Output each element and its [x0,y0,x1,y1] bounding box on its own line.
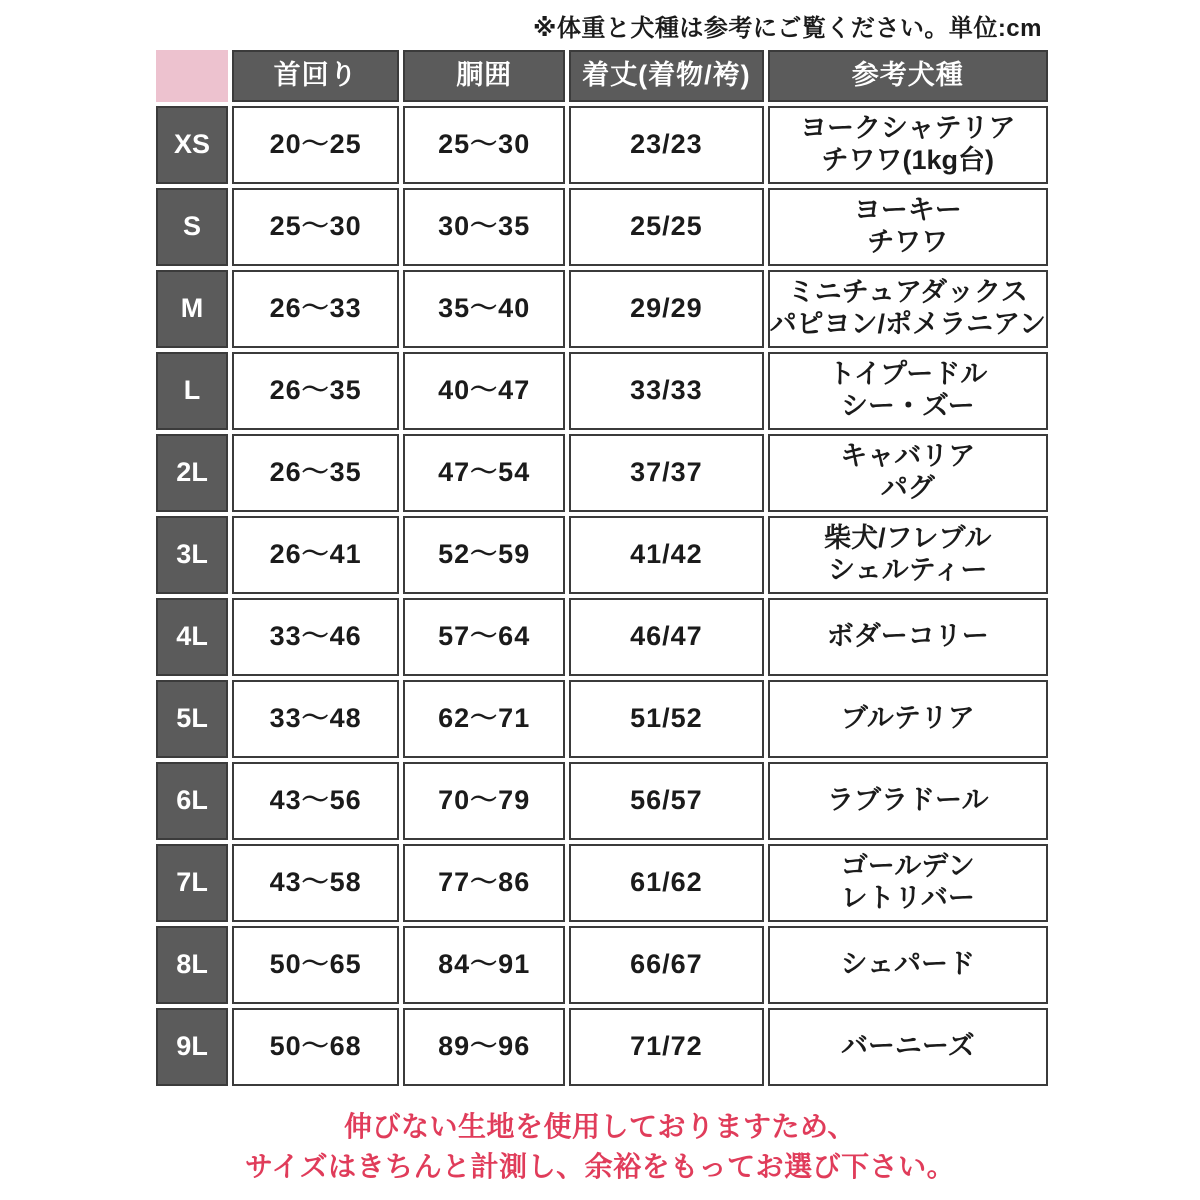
corner-cell [156,50,228,102]
cell-neck: 26〜35 [232,352,399,430]
breed-line: レトリバー [840,883,975,913]
breed-line: ヨーキー [853,195,962,226]
cell-length: 51/52 [569,680,763,758]
size-label: L [156,352,228,430]
table-row [156,680,1048,758]
cell-breed [768,352,1048,430]
cell-breed [768,926,1048,1004]
cell-breed [768,106,1048,184]
cell-chest: 62〜71 [403,680,565,758]
cell-length: 71/72 [569,1008,763,1086]
cell-breed [768,516,1048,594]
cell-chest: 25〜30 [403,106,565,184]
breed-line: ラブラドール [827,785,989,816]
breed-line: ボダーコリー [826,621,989,652]
breed-line: バーニーズ [840,1031,975,1062]
cell-breed [768,1008,1048,1086]
cell-breed [768,270,1048,348]
cell-breed [768,680,1048,758]
cell-chest: 57〜64 [403,598,565,676]
size-label: 6L [156,762,228,840]
table-header [156,50,1048,102]
cell-length: 41/42 [569,516,763,594]
breed-line: チワワ [867,227,949,257]
cell-neck: 43〜56 [232,762,399,840]
size-label: 2L [156,434,228,512]
cell-neck: 50〜65 [232,926,399,1004]
table-row [156,106,1048,184]
cell-neck: 33〜46 [232,598,399,676]
cell-length: 66/67 [569,926,763,1004]
breed-line: ゴールデン [840,851,975,882]
size-label: M [156,270,228,348]
size-table [152,46,1052,1090]
size-label: 9L [156,1008,228,1086]
cell-chest: 35〜40 [403,270,565,348]
size-label: 3L [156,516,228,594]
cell-length: 56/57 [569,762,763,840]
table-row [156,270,1048,348]
table-row [156,434,1048,512]
footer-note [0,1107,1200,1188]
footer-line-2: サイズはきちんと計測し、余裕をもってお選び下さい。 [244,1151,956,1183]
cell-neck: 26〜33 [232,270,399,348]
cell-chest: 30〜35 [403,188,565,266]
unit-note: ※体重と犬種は参考にご覧ください。単位:cm [532,15,1042,42]
cell-chest: 70〜79 [403,762,565,840]
cell-length: 25/25 [569,188,763,266]
size-label: XS [156,106,228,184]
cell-breed [768,188,1048,266]
cell-neck: 26〜35 [232,434,399,512]
table-row [156,926,1048,1004]
size-label: 7L [156,844,228,922]
cell-length: 61/62 [569,844,763,922]
breed-line: ヨークシャテリア [800,113,1016,144]
breed-line: トイプードル [828,359,988,390]
breed-line: シェパード [840,949,975,980]
cell-neck: 33〜48 [232,680,399,758]
cell-length: 23/23 [569,106,763,184]
cell-length: 29/29 [569,270,763,348]
cell-length: 37/37 [569,434,763,512]
footer-line-1: 伸びない生地を使用しておりますため、 [344,1110,856,1142]
size-label: 8L [156,926,228,1004]
table-row [156,516,1048,594]
cell-chest: 89〜96 [403,1008,565,1086]
column-header-breed: 参考犬種 [768,50,1048,102]
cell-chest: 40〜47 [403,352,565,430]
table-body [156,106,1048,1086]
cell-chest: 84〜91 [403,926,565,1004]
table-header-row [156,50,1048,102]
table-row [156,598,1048,676]
cell-chest: 77〜86 [403,844,565,922]
cell-length: 33/33 [569,352,763,430]
cell-breed [768,762,1048,840]
cell-breed [768,434,1048,512]
size-label: 4L [156,598,228,676]
cell-neck: 50〜68 [232,1008,399,1086]
column-header-chest: 胴囲 [403,50,565,102]
breed-line: シー・ズー [840,391,975,421]
breed-line: シェルティー [828,555,988,585]
cell-neck: 26〜41 [232,516,399,594]
cell-chest: 47〜54 [403,434,565,512]
breed-line: チワワ(1kg台) [821,145,995,175]
table-row [156,1008,1048,1086]
cell-breed [768,598,1048,676]
column-header-length: 着丈(着物/袴) [569,50,763,102]
table-row [156,762,1048,840]
table-row [156,188,1048,266]
cell-neck: 20〜25 [232,106,399,184]
size-label: 5L [156,680,228,758]
breed-line: 柴犬/フレブル [824,523,992,554]
breed-line: パグ [880,473,935,503]
cell-chest: 52〜59 [403,516,565,594]
cell-length: 46/47 [569,598,763,676]
column-header-neck: 首回り [232,50,399,102]
size-label: S [156,188,228,266]
cell-neck: 43〜58 [232,844,399,922]
table-row [156,352,1048,430]
cell-neck: 25〜30 [232,188,399,266]
breed-line: パピヨン/ポメラニアン [769,309,1046,339]
breed-line: ミニチュアダックス [787,277,1028,308]
table-row [156,844,1048,922]
breed-line: ブルテリア [840,703,975,734]
cell-breed [768,844,1048,922]
breed-line: キャバリア [840,441,976,472]
